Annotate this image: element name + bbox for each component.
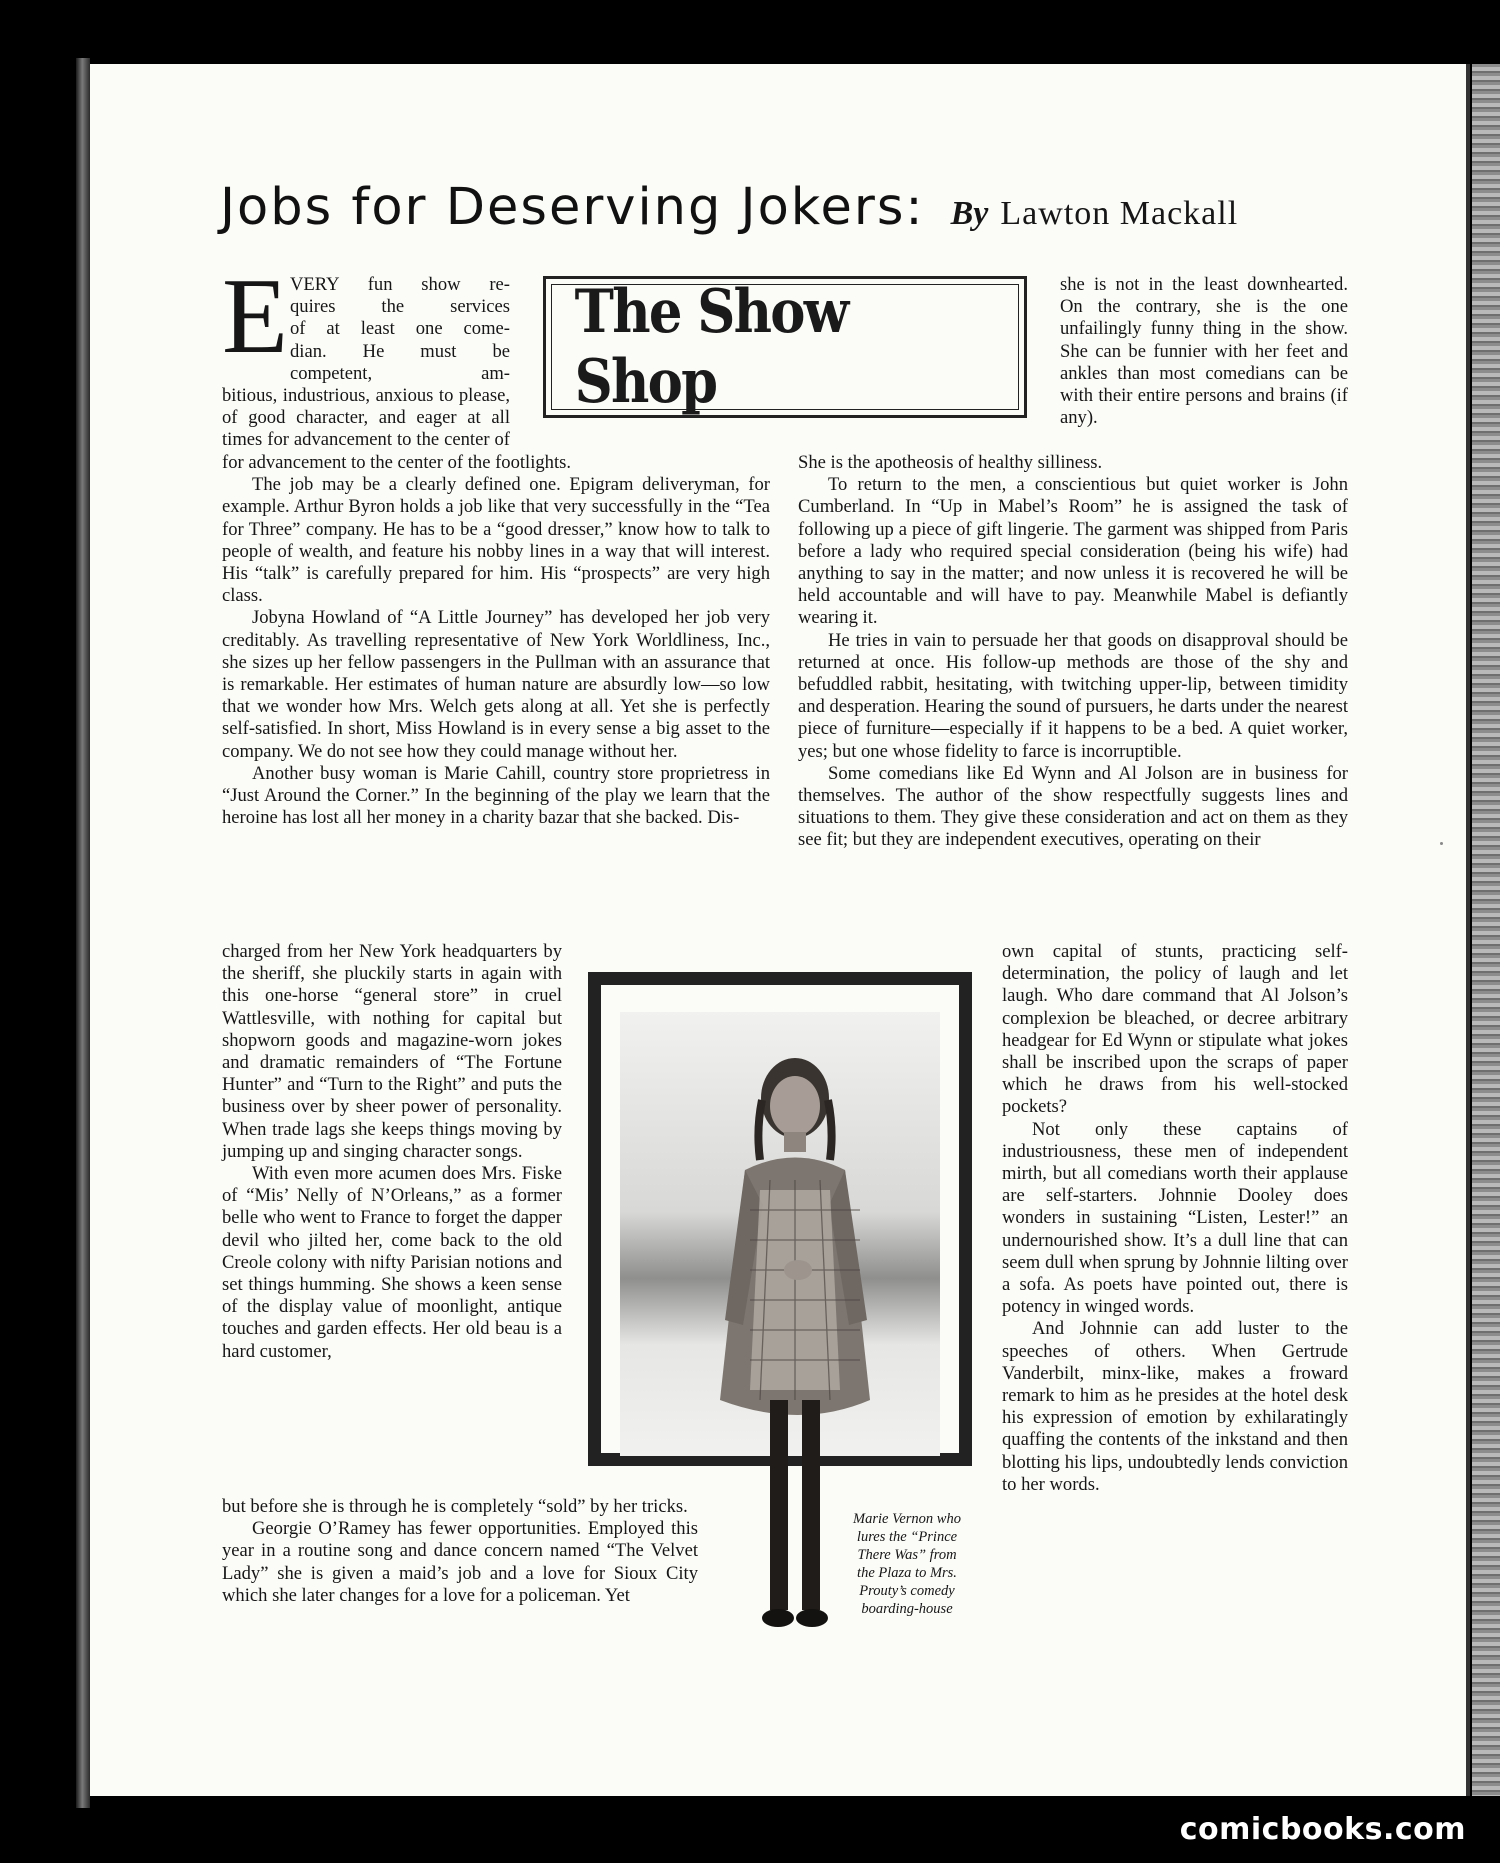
intro-tail: for advancement to the center of the footlights. — [222, 452, 572, 473]
intro-line: dian. He must be — [290, 340, 510, 362]
paragraph: but before she is through he is completely “sold” by her tricks. — [222, 1496, 688, 1517]
paragraph: With even more acumen does Mrs. Fiske of “Mis’ Nelly of N’Orleans,” as a former belle who went to France to forget the dapper devil who jilted her, come back to the old Creole colony with nifty Parisian notions and set things humming. She shows a keen sense of the display value of moonlight, antique touches and garden effects. Her old beau is a hard customer, — [222, 1163, 562, 1362]
right-column-top — [1060, 274, 1348, 429]
paragraph: To return to the men, a conscientious but quiet worker is John Cumberland. In “Up in Mabel’s Room” he is assigned the task of following up a piece of gift lingerie. The garment was shipped from Paris before a lady who required special consideration (being his wife) had anything to say in the matter; and now unless it is recovered he will be held accountable and will have to pay. Meanwhile Mabel is defiantly wearing it. — [798, 474, 1348, 629]
right-column-body — [798, 452, 1348, 852]
department-banner — [543, 276, 1027, 418]
left-column-bottom — [222, 1496, 698, 1607]
intro-continued-narrow — [222, 385, 510, 452]
intro-line: quires the services — [290, 296, 510, 318]
paragraph: She is the apotheosis of healthy silliness. — [798, 452, 1103, 473]
page-edge-line — [1466, 64, 1470, 1796]
paragraph: Jobyna Howland of “A Little Journey” has developed her job very creditably. As travelling representative of New York Worldliness, Inc., she sizes up her fellow passengers in the Pullman with an assurance that is remarkable. Her estimates of human nature are absurdly low—so low that we wonder how Mrs. Welch gets along at all. Yet she is perfectly self-satisfied. In short, Miss Howland is in every sense a big asset to the company. We do not see how they could manage without her. — [222, 607, 770, 762]
speck — [1440, 842, 1443, 845]
paragraph: Another busy woman is Marie Cahill, country store proprietress in “Just Around the Corner.” In the beginning of the play we learn that the heroine has lost all her money in a charity bazar that she backed. Dis- — [222, 762, 770, 829]
paragraph: And Johnnie can add luster to the speeches of others. When Gertrude Vanderbilt, minx-like, makes a froward remark to him as he presides at the hotel desk his expression of emotion by exhilaratingly quaffing the contents of the inkstand and then blotting his lips, undoubtedly lends conviction to her words. — [1002, 1318, 1348, 1495]
intro-line: competent, am- — [290, 362, 510, 384]
left-column-narrow — [222, 941, 562, 1363]
paragraph: she is not in the least downhearted. On the contrary, she is the one unfailingly funny thing in the show. She can be funnier with her feet and ankles than most comedians can be with their entire persons and brains (if any). — [1060, 274, 1348, 429]
paragraph: The job may be a clearly defined one. Epigram deliveryman, for example. Arthur Byron holds a job like that very successfully in the “Tea for Three” company. He has to be a “good dresser,” know how to talk to people of wealth, and feature his nobby lines in a way that will interest. His “talk” is carefully prepared for him. His “prospects” are very high class. — [222, 474, 770, 607]
department-title: The Show Shop — [574, 277, 848, 417]
book-spine — [76, 58, 90, 1808]
paragraph: He tries in vain to persuade her that goods on disapproval should be returned at once. His follow-up methods are those of the shy and befuddled rabbit, hesitating, with twitching upper-lip, between timidity and desperation. Hearing the sound of pursuers, he darts under the nearest piece of furniture—especially if it happens to be a bed. A quiet worker, yes; but one whose fidelity to farce is incorruptible. — [798, 629, 1348, 762]
paragraph: Some comedians like Ed Wynn and Al Jolson are in business for themselves. The author of the show respectfully suggests lines and situations to them. They give these consideration and act on them as they see fit; but they are independent executives, operating on their — [798, 762, 1348, 851]
byline-prefix: By — [950, 195, 989, 232]
right-column-narrow — [1002, 941, 1348, 1496]
article-title: Jobs for Deserving Jokers: — [220, 178, 925, 237]
watermark: comicbooks.com — [1179, 1812, 1466, 1847]
drop-cap: E — [222, 257, 288, 376]
article-title-line — [220, 178, 1350, 237]
article-author: Lawton Mackall — [1000, 195, 1239, 232]
paragraph: own capital of stunts, practicing self-determination, the policy of laugh and let laugh. Who dare command that Al Jolson’s complexion be bleached, or decree arbitrary headgear for Ed Wynn or stipulate what jokes shall be inscribed upon the scraps of paper which he draws from his well-stocked pockets? — [1002, 941, 1348, 1118]
paragraph: Not only these captains of industriousness, these men of independent mirth, but all comedians worth their applause are self-starters. Johnnie Dooley does wonders in sustaining “Listen, Lester!” an undernourished show. It’s a dull line that can seem dull when sprung by Johnnie lilting over a sofa. As poets have pointed out, there is potency in winged words. — [1002, 1118, 1348, 1318]
intro-rest-narrow: bitious, industrious, anxious to please, of good character, and eager at all times for advancement to the center of — [222, 385, 510, 451]
photo-caption: Marie Vernon who lures the “Prince There Was” from the Plaza to Mrs. Prouty’s comedy boarding-house — [853, 1511, 961, 1617]
paragraph: Georgie O’Ramey has fewer opportunities. Employed this year in a routine song and dance concern named “The Velvet Lady” she is given a maid’s job and a love for Sioux City which she later changes for a love for a policeman. Yet — [222, 1518, 698, 1606]
paragraph: charged from her New York headquarters by the sheriff, she pluckily starts in again with this one-horse “general store” in cruel Wattlesville, with nothing for capital but shopworn goods and magazine-worn jokes and dramatic remainders of “The Fortune Hunter” and “Turn to the Right” and puts the business over by sheer power of personality. When trade lags she keeps things moving by jumping up and singing character songs. — [222, 941, 562, 1162]
intro-line: VERY fun show re- — [290, 274, 510, 295]
page-stack-edge — [1472, 64, 1500, 1796]
intro-line: of at least one come- — [290, 318, 510, 340]
left-column-body — [222, 452, 770, 829]
intro-lines — [290, 274, 510, 385]
